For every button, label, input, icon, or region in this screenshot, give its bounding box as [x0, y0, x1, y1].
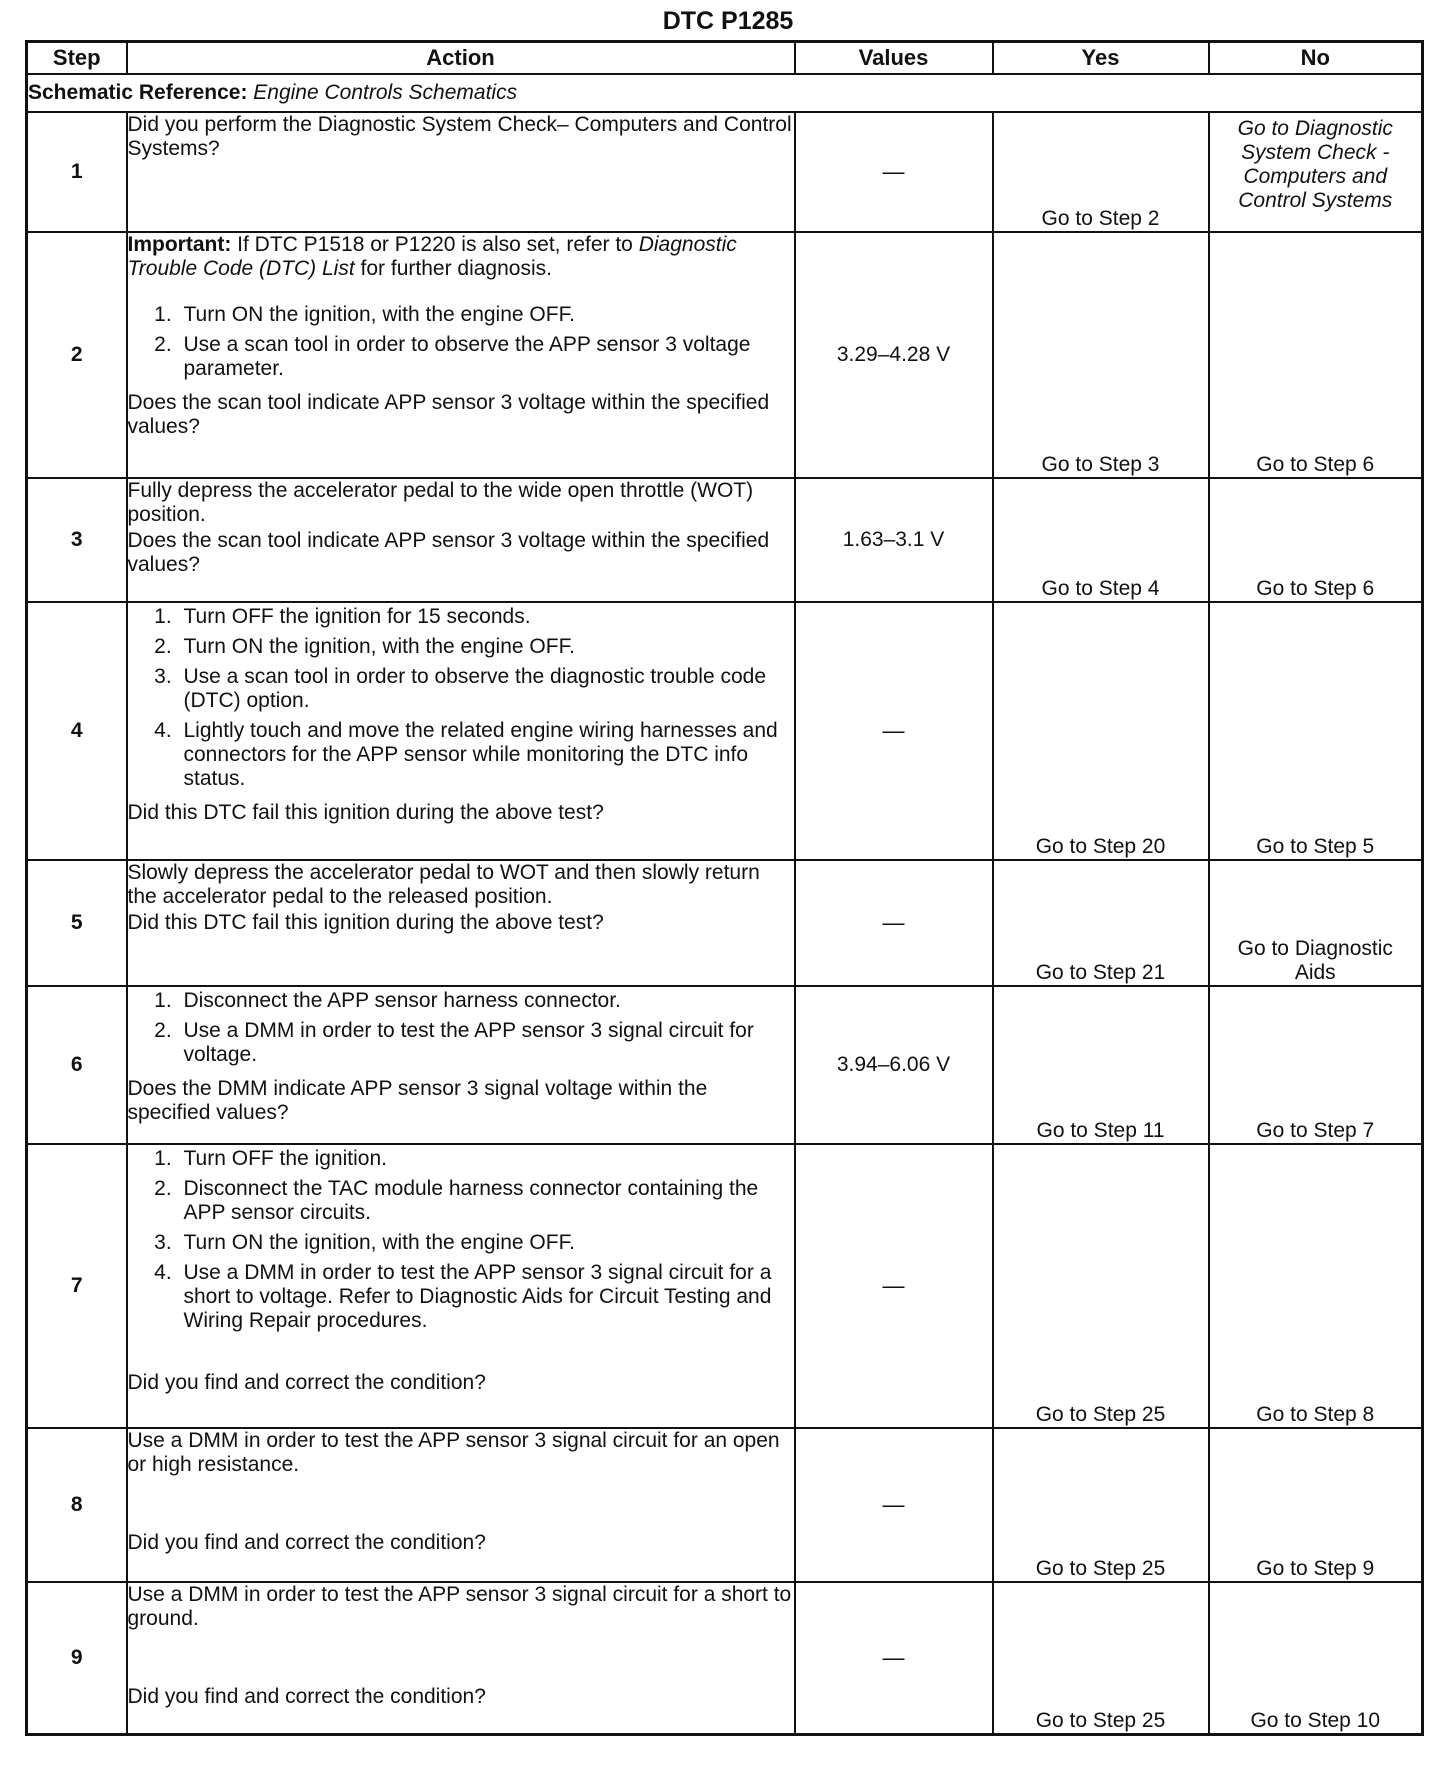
dtc-list-link[interactable]: Diagnostic Trouble Code (DTC) List [127, 233, 737, 280]
page-title: DTC P1285 [662, 7, 794, 35]
step-number: 9 [27, 1582, 127, 1735]
step-number: 3 [27, 478, 127, 602]
no-cell[interactable] [1209, 602, 1423, 860]
yes-cell[interactable] [993, 602, 1209, 860]
yes-cell[interactable] [993, 1144, 1209, 1428]
question-text: Does the DMM indicate APP sensor 3 signal voltage within the specified values? [127, 1077, 708, 1124]
yes-link[interactable]: Go to Step 20 [1035, 835, 1166, 858]
list-item: 1. Turn OFF the ignition for 15 seconds. [178, 605, 794, 629]
action-cell [127, 1582, 795, 1735]
schematic-reference-label: Schematic Reference: [28, 81, 248, 104]
no-link[interactable]: Go to Step 6 [1256, 453, 1375, 476]
list-item: 1. Disconnect the APP sensor harness connector. [178, 989, 794, 1013]
no-link[interactable]: Go to Diagnostic Aids [1237, 937, 1393, 984]
action-cell [127, 1144, 795, 1428]
values-cell: 3.94–6.06 V [795, 986, 993, 1144]
schematic-reference-link[interactable]: Engine Controls Schematics [253, 81, 518, 104]
values-cell: — [795, 112, 993, 232]
action-cell [127, 860, 795, 986]
values-cell: — [795, 1428, 993, 1582]
list-item: 2. Disconnect the TAC module harness connector containing the APP sensor circuits. [178, 1177, 794, 1225]
header-step: Step [27, 42, 127, 75]
list-item: 4. Use a DMM in order to test the APP sensor 3 signal circuit for a short to voltage. Refer to Diagnostic Aids for Circuit Testing and Wiring Repair procedures. [178, 1261, 794, 1333]
no-cell[interactable] [1209, 1144, 1423, 1428]
no-cell[interactable] [1209, 112, 1423, 232]
schematic-reference [27, 74, 1423, 112]
dtc-table [25, 40, 1424, 1736]
question-text: Did this DTC fail this ignition during the above test? [127, 801, 604, 824]
values-cell: 3.29–4.28 V [795, 232, 993, 478]
important-label: Important: [127, 233, 232, 256]
no-link[interactable]: Go to Step 10 [1250, 1709, 1381, 1732]
yes-cell[interactable] [993, 112, 1209, 232]
yes-link[interactable]: Go to Step 3 [1041, 453, 1160, 476]
yes-cell[interactable] [993, 860, 1209, 986]
list-item: 3. Turn ON the ignition, with the engine OFF. [178, 1231, 794, 1255]
header-yes: Yes [993, 42, 1209, 75]
procedure-list [128, 605, 794, 791]
yes-link[interactable]: Go to Step 2 [1041, 207, 1160, 230]
yes-link[interactable]: Go to Step 4 [1041, 577, 1160, 600]
no-cell[interactable] [1209, 986, 1423, 1144]
question-text: Does the scan tool indicate APP sensor 3 voltage within the specified values? [127, 391, 770, 438]
procedure-list [128, 303, 794, 381]
procedure-list [128, 989, 794, 1067]
table-row [27, 1582, 1423, 1735]
yes-cell[interactable] [993, 1428, 1209, 1582]
list-item: 3. Use a scan tool in order to observe the diagnostic trouble code (DTC) option. [178, 665, 794, 713]
table-row [27, 112, 1423, 232]
action-cell [127, 112, 795, 232]
yes-link[interactable]: Go to Step 11 [1036, 1119, 1165, 1142]
no-link[interactable]: Go to Step 8 [1256, 1403, 1375, 1426]
table-row [27, 986, 1423, 1144]
table-row [27, 232, 1423, 478]
question-text: Did you find and correct the condition? [127, 1685, 486, 1708]
table-row [27, 1144, 1423, 1428]
no-cell[interactable] [1209, 478, 1423, 602]
action-text: Fully depress the accelerator pedal to the wide open throttle (WOT) position. [127, 479, 754, 526]
action-text: Slowly depress the accelerator pedal to WOT and then slowly return the accelerator pedal to the released position. [127, 861, 760, 908]
question-text: Did this DTC fail this ignition during the above test? [127, 911, 604, 934]
yes-cell[interactable] [993, 232, 1209, 478]
action-text: Use a DMM in order to test the APP sensor 3 signal circuit for an open or high resistance. [127, 1429, 780, 1476]
header-action: Action [127, 42, 795, 75]
action-text: Use a DMM in order to test the APP sensor 3 signal circuit for a short to ground. [127, 1583, 792, 1630]
values-cell: — [795, 860, 993, 986]
no-cell[interactable] [1209, 860, 1423, 986]
table-row [27, 478, 1423, 602]
list-item: 1. Turn ON the ignition, with the engine OFF. [178, 303, 794, 327]
step-number: 8 [27, 1428, 127, 1582]
step-number: 2 [27, 232, 127, 478]
no-link[interactable]: Go to Step 9 [1256, 1557, 1375, 1580]
action-cell [127, 986, 795, 1144]
values-cell: — [795, 1144, 993, 1428]
yes-cell[interactable] [993, 478, 1209, 602]
procedure-list [128, 1147, 794, 1333]
schematic-reference-row [27, 74, 1423, 112]
no-link[interactable]: Go to Step 6 [1256, 577, 1375, 600]
values-cell: — [795, 1582, 993, 1735]
list-item: 2. Turn ON the ignition, with the engine OFF. [178, 635, 794, 659]
action-text: Did you perform the Diagnostic System Check– Computers and Control Systems? [127, 113, 792, 160]
action-cell [127, 602, 795, 860]
yes-cell[interactable] [993, 1582, 1209, 1735]
values-cell: — [795, 602, 993, 860]
header-no: No [1209, 42, 1423, 75]
list-item: 1. Turn OFF the ignition. [178, 1147, 794, 1171]
list-item: 2. Use a scan tool in order to observe the APP sensor 3 voltage parameter. [178, 333, 794, 381]
step-number: 4 [27, 602, 127, 860]
yes-cell[interactable] [993, 986, 1209, 1144]
question-text: Did you find and correct the condition? [127, 1531, 486, 1554]
yes-link[interactable]: Go to Step 25 [1035, 1557, 1166, 1580]
no-cell[interactable] [1209, 1428, 1423, 1582]
question-text: Did you find and correct the condition? [127, 1371, 486, 1394]
no-link[interactable]: Go to Step 5 [1256, 835, 1375, 858]
table-header-row [27, 42, 1423, 75]
action-cell [127, 232, 795, 478]
list-item: 4. Lightly touch and move the related engine wiring harnesses and connectors for the APP sensor while monitoring the DTC info status. [178, 719, 794, 791]
yes-link[interactable]: Go to Step 25 [1035, 1403, 1166, 1426]
yes-link[interactable]: Go to Step 25 [1035, 1709, 1166, 1732]
no-cell[interactable] [1209, 232, 1423, 478]
important-note: Important: If DTC P1518 or P1220 is also set, refer to Diagnostic Trouble Code (DTC) List for further diagnosis. [127, 233, 737, 280]
table-row [27, 1428, 1423, 1582]
step-number: 6 [27, 986, 127, 1144]
action-cell [127, 478, 795, 602]
step-number: 7 [27, 1144, 127, 1428]
step-number: 5 [27, 860, 127, 986]
values-cell: 1.63–3.1 V [795, 478, 993, 602]
list-item: 2. Use a DMM in order to test the APP sensor 3 signal circuit for voltage. [178, 1019, 794, 1067]
no-link[interactable]: Go to Diagnostic System Check - Computers and Control Systems [1237, 117, 1393, 212]
header-values: Values [795, 42, 993, 75]
table-row [27, 860, 1423, 986]
table-row [27, 602, 1423, 860]
question-text: Does the scan tool indicate APP sensor 3 voltage within the specified values? [127, 529, 770, 576]
yes-link[interactable]: Go to Step 21 [1035, 961, 1166, 984]
no-link[interactable]: Go to Step 7 [1256, 1119, 1375, 1142]
no-cell[interactable] [1209, 1582, 1423, 1735]
action-cell [127, 1428, 795, 1582]
step-number: 1 [27, 112, 127, 232]
